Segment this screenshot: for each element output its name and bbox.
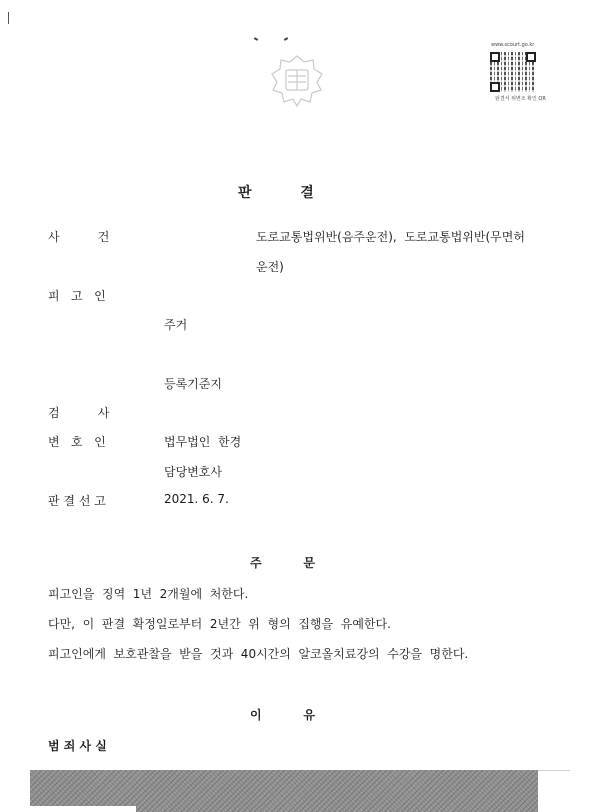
order-line-2: 다만, 이 판결 확정일로부터 2년간 위 형의 집행을 유예한다. — [48, 617, 391, 631]
qr-finder-pattern — [526, 52, 536, 62]
registry-label: 등록기준지 — [164, 377, 222, 391]
date-label: 판 결 선 고 — [48, 494, 106, 508]
redaction-gap — [30, 806, 136, 812]
counsel-label: 변 호 인 — [48, 435, 106, 449]
counsel-value: 법무법인 한경 — [164, 435, 242, 449]
crime-facts-heading: 범 죄 사 실 — [48, 739, 107, 753]
scan-mark — [8, 12, 9, 24]
defendant-label: 피 고 인 — [48, 289, 106, 303]
case-label: 사 건 — [48, 230, 110, 244]
order-heading: 주 문 — [250, 556, 315, 570]
attorney-label: 담당변호사 — [164, 465, 222, 479]
prosecutor-label: 검 사 — [48, 406, 110, 420]
case-value-line1: 도로교통법위반(음주운전), 도로교통법위반(무면허 — [256, 230, 525, 244]
qr-finder-pattern — [490, 82, 500, 92]
document-title: 판 결 — [238, 185, 314, 201]
order-line-3: 피고인에게 보호관찰을 받을 것과 40시간의 알코올치료강의 수강을 명한다. — [48, 647, 469, 661]
case-value-line2: 운전) — [256, 260, 284, 274]
reason-heading: 이 유 — [250, 708, 315, 722]
qr-caption: 판결서 위변조 확인 QR — [495, 96, 546, 102]
address-label: 주거 — [164, 318, 188, 332]
scan-mark — [284, 37, 288, 41]
court-emblem-icon — [266, 52, 328, 108]
scan-mark — [254, 37, 258, 41]
qr-url: www.scourt.go.kr — [491, 42, 535, 48]
qr-finder-pattern — [490, 52, 500, 62]
order-line-1: 피고인을 징역 1년 2개월에 처한다. — [48, 587, 249, 601]
date-value: 2021. 6. 7. — [164, 492, 229, 506]
